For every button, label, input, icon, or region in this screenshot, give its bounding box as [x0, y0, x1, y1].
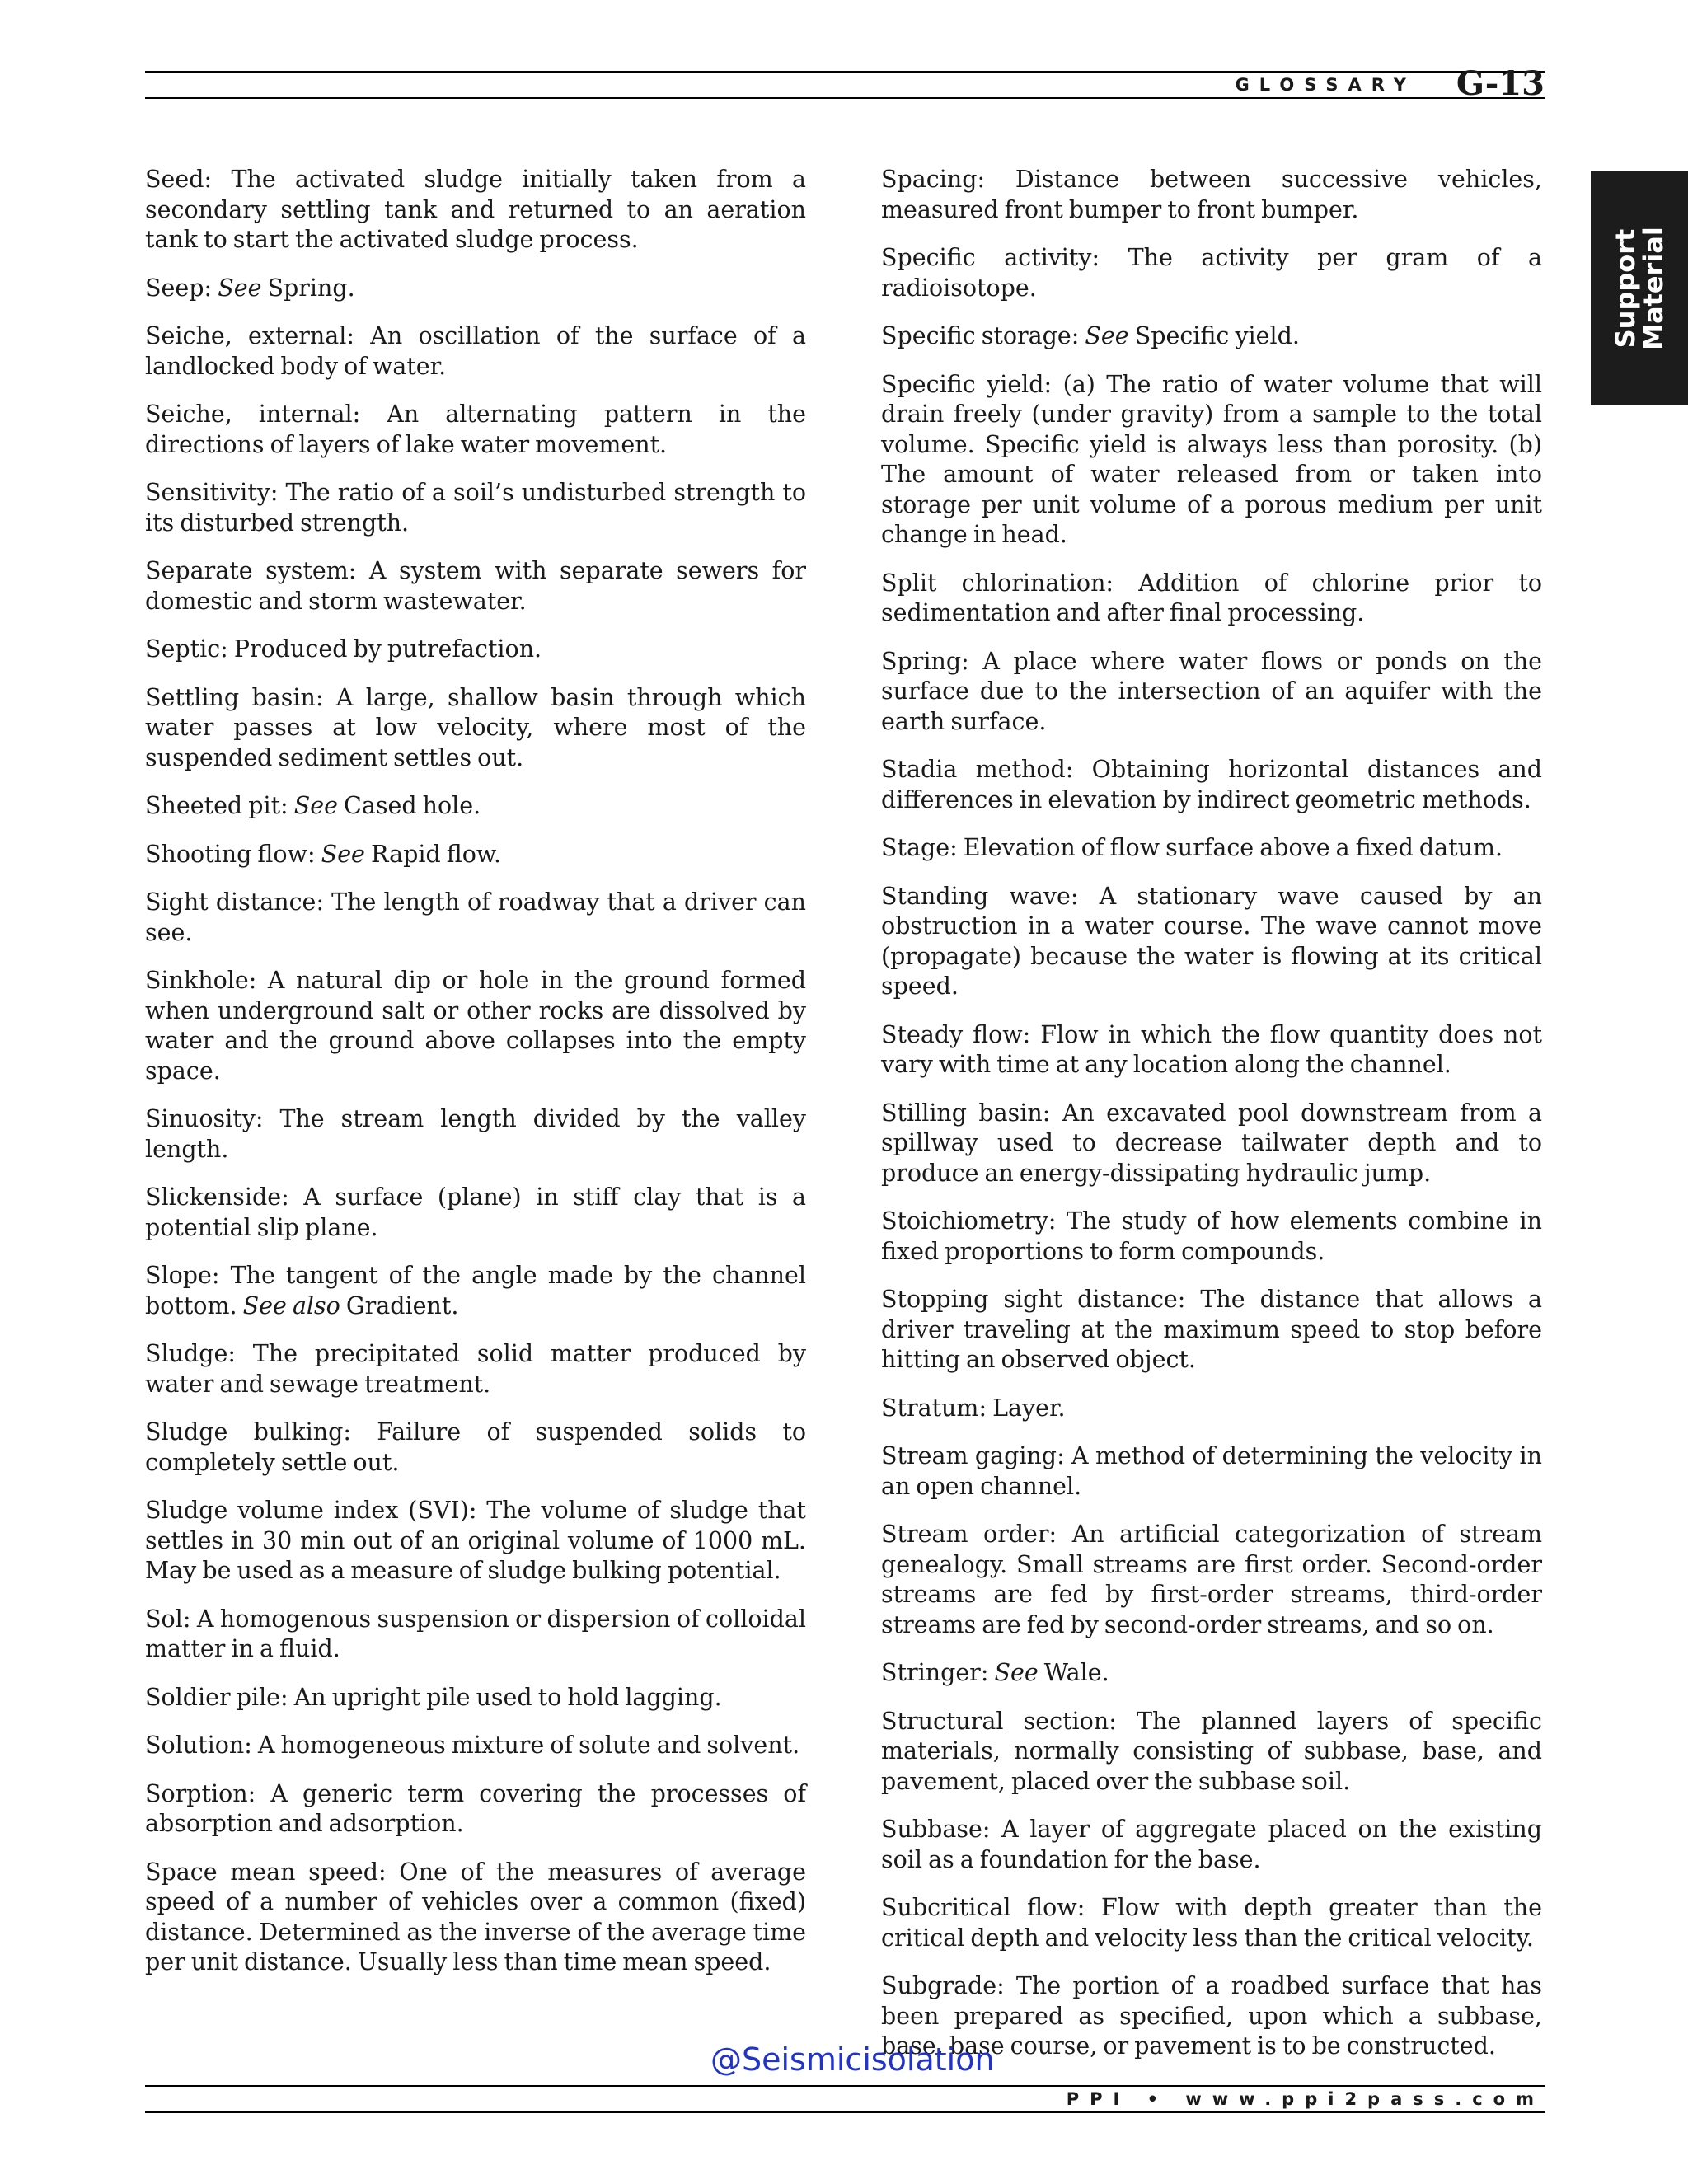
- glossary-definition: A place where water flows or ponds on the surface due to the intersection of an aquifer with the earth surface.: [881, 647, 1542, 735]
- glossary-entry: Soldier pile: An upright pile used to hold lagging.: [145, 1683, 722, 1711]
- see-target: Gradient.: [340, 1291, 459, 1319]
- glossary-entry: Sol: A homogenous suspension or dispersion of colloidal matter in a fluid.: [145, 1605, 806, 1662]
- footer-rule-bottom: [145, 2111, 1545, 2113]
- glossary-definition: An excavated pool downstream from a spillway used to decrease tailwater depth and to produce an energy-dissipating hydraulic jump.: [881, 1099, 1542, 1187]
- glossary-term: Spacing: [881, 166, 978, 193]
- glossary-entry: Specific activity: The activity per gram of a radioisotope.: [881, 244, 1542, 302]
- glossary-entry: Slickenside: A surface (plane) in stiff clay that is a potential slip plane.: [145, 1183, 806, 1241]
- glossary-definition: One of the measures of average speed of a number of vehicles over a common (fixed) distance. Determined as the inverse of the average time per unit distance. Usually less than time mean speed.: [145, 1858, 806, 1975]
- glossary-definition: A method of determining the velocity in an open channel.: [881, 1442, 1542, 1500]
- glossary-entry: Stratum: Layer.: [881, 1394, 1066, 1422]
- glossary-entry: Subbase: A layer of aggregate placed on the existing soil as a foundation for the base.: [881, 1816, 1542, 1873]
- glossary-entry: Sludge volume index (SVI): The volume of sludge that settles in 30 min out of an original volume of 1000 mL. May be used as a measure of sludge bulking potential.: [145, 1497, 806, 1584]
- glossary-definition: The ratio of a soil’s undisturbed strength to its disturbed strength.: [145, 479, 806, 537]
- glossary-entry: Septic: Produced by putrefaction.: [145, 635, 542, 663]
- glossary-term: Solution: [145, 1732, 245, 1759]
- glossary-entry: Seed: The activated sludge initially taken from a secondary settling tank and returned to an aeration tank to start the activated sludge process.: [145, 166, 806, 253]
- see-reference: See also: [242, 1291, 340, 1319]
- glossary-definition: The study of how elements combine in fixed proportions to form compounds.: [881, 1207, 1542, 1265]
- glossary-term: Shooting flow: [145, 840, 307, 868]
- see-target: Specific yield.: [1128, 322, 1300, 349]
- glossary-entry: Sinkhole: A natural dip or hole in the ground formed when underground salt or other rocks are dissolved by water and the ground above collapses into the empty space.: [145, 967, 806, 1085]
- glossary-definition: The volume of sludge that settles in 30 min out of an original volume of 1000 mL. May be used as a measure of sludge bulking potential.: [145, 1497, 806, 1584]
- side-tab-line2: Material: [1638, 227, 1669, 350]
- glossary-term: Split chlorination: [881, 569, 1106, 597]
- glossary-definition: Flow with depth greater than the critical depth and velocity less than the critical velocity.: [881, 1894, 1542, 1952]
- glossary-definition: A natural dip or hole in the ground formed when underground salt or other rocks are dissolved by water and the ground above collapses into the empty space.: [145, 967, 806, 1085]
- glossary-entry: Sludge: The precipitated solid matter produced by water and sewage treatment.: [145, 1340, 806, 1398]
- glossary-entry: Stringer: See Wale.: [881, 1659, 1109, 1686]
- glossary-definition: Elevation of flow surface above a fixed datum.: [963, 834, 1503, 861]
- glossary-entry: Spacing: Distance between successive vehicles, measured front bumper to front bumper.: [881, 166, 1542, 223]
- glossary-definition: An alternating pattern in the directions of layers of lake water movement.: [145, 401, 806, 458]
- glossary-term: Subcritical flow: [881, 1894, 1077, 1921]
- glossary-entry: Space mean speed: One of the measures of average speed of a number of vehicles over a common (fixed) distance. Determined as the inverse of the average time per unit distance. Usually less than time mean speed.: [145, 1858, 806, 1975]
- glossary-definition: (a) The ratio of water volume that will drain freely (under gravity) from a sample to the total volume. Specific yield is always less than porosity. (b) The amount of water released from or taken into storage per unit volume of a porous medium per unit change in head.: [881, 370, 1542, 548]
- glossary-definition: Obtaining horizontal distances and differences in elevation by indirect geometric methods.: [881, 756, 1542, 813]
- glossary-entry: Subcritical flow: Flow with depth greater than the critical depth and velocity less than the critical velocity.: [881, 1894, 1542, 1952]
- running-header-section: GLOSSARY: [1235, 75, 1416, 95]
- glossary-definition: A homogeneous mixture of solute and solvent.: [257, 1732, 800, 1759]
- glossary-definition: Failure of suspended solids to completely settle out.: [145, 1418, 806, 1476]
- glossary-entry: Stopping sight distance: The distance that allows a driver traveling at the maximum speed to stop before hitting an observed object.: [881, 1286, 1542, 1373]
- glossary-entry: Structural section: The planned layers of specific materials, normally consisting of subbase, base, and pavement, placed over the subbase soil.: [881, 1707, 1542, 1795]
- see-reference: See: [321, 840, 365, 868]
- glossary-term: Specific activity: [881, 244, 1092, 271]
- glossary-definition: Flow in which the flow quantity does not vary with time at any location along the channel.: [881, 1020, 1542, 1078]
- glossary-definition: The activity per gram of a radioisotope.: [881, 244, 1542, 302]
- see-target: Wale.: [1038, 1659, 1109, 1686]
- glossary-term: Stage: [881, 834, 950, 861]
- glossary-term: Seiche, internal: [145, 401, 353, 428]
- glossary-definition: The tangent of the angle made by the channel bottom.: [145, 1262, 806, 1319]
- watermark-text: @Seismicisolation: [710, 2041, 995, 2078]
- glossary-entry: Stream order: An artificial categorization of stream genealogy. Small streams are first order. Second-order streams are fed by first-order streams, third-order streams are fed by second-order streams, and so on.: [881, 1521, 1542, 1638]
- glossary-definition: The planned layers of specific materials, normally consisting of subbase, base, and pavement, placed over the subbase soil.: [881, 1707, 1542, 1795]
- glossary-term: Sinkhole: [145, 967, 249, 994]
- side-tab-line1: Support: [1610, 228, 1641, 349]
- glossary-entry: Specific yield: (a) The ratio of water volume that will drain freely (under gravity) from a sample to the total volume. Specific yield is always less than porosity. (b) The amount of water released from or taken into storage per unit volume of a porous medium per unit change in head.: [881, 370, 1542, 548]
- glossary-entry: Specific storage: See Specific yield.: [881, 322, 1300, 349]
- glossary-column-right: [881, 165, 1542, 2080]
- glossary-entry: Sinuosity: The stream length divided by the valley length.: [145, 1105, 806, 1163]
- glossary-entry: Stream gaging: A method of determining the velocity in an open channel.: [881, 1442, 1542, 1500]
- glossary-term: Slickenside: [145, 1183, 282, 1211]
- glossary-term: Stopping sight distance: [881, 1286, 1178, 1313]
- see-target: Rapid flow.: [364, 840, 502, 868]
- glossary-term: Spring: [881, 647, 962, 675]
- page-number: G-13: [1456, 64, 1545, 103]
- glossary-definition: A layer of aggregate placed on the existing soil as a foundation for the base.: [881, 1816, 1542, 1873]
- see-reference: See: [218, 274, 262, 302]
- glossary-entry: Seiche, internal: An alternating pattern in the directions of layers of lake water movement.: [145, 401, 806, 458]
- glossary-term: Sheeted pit: [145, 792, 281, 819]
- glossary-term: Subgrade: [881, 1972, 997, 1999]
- glossary-definition: An artificial categorization of stream genealogy. Small streams are first order. Second-order streams are fed by first-order streams, third-order streams are fed by second-order streams, and so on.: [881, 1521, 1542, 1638]
- glossary-definition: Layer.: [992, 1394, 1066, 1422]
- glossary-entry: Standing wave: A stationary wave caused by an obstruction in a water course. The wave cannot move (propagate) because the water is flowing at its critical speed.: [881, 882, 1542, 1000]
- glossary-term: Structural section: [881, 1707, 1109, 1735]
- glossary-definition: The precipitated solid matter produced by water and sewage treatment.: [145, 1340, 806, 1398]
- glossary-entry: Spring: A place where water flows or ponds on the surface due to the intersection of an aquifer with the earth surface.: [881, 647, 1542, 735]
- glossary-term: Stoichiometry: [881, 1207, 1048, 1235]
- glossary-term: Seep: [145, 274, 204, 302]
- glossary-term: Specific yield: [881, 370, 1044, 398]
- glossary-term: Stream gaging: [881, 1442, 1057, 1469]
- glossary-entry: Steady flow: Flow in which the flow quantity does not vary with time at any location along the channel.: [881, 1020, 1542, 1078]
- glossary-entry: Split chlorination: Addition of chlorine prior to sedimentation and after final processing.: [881, 569, 1542, 626]
- glossary-entry: Separate system: A system with separate sewers for domestic and storm wastewater.: [145, 557, 806, 615]
- glossary-entry: Shooting flow: See Rapid flow.: [145, 840, 502, 868]
- glossary-term: Stratum: [881, 1394, 979, 1422]
- see-target: Spring.: [261, 274, 355, 302]
- glossary-definition: A generic term covering the processes of absorption and adsorption.: [145, 1779, 806, 1837]
- glossary-term: Sinuosity: [145, 1105, 256, 1132]
- glossary-entry: Stilling basin: An excavated pool downstream from a spillway used to decrease tailwater depth and to produce an energy-dissipating hydraulic jump.: [881, 1099, 1542, 1187]
- glossary-definition: Addition of chlorine prior to sedimentation and after final processing.: [881, 569, 1542, 626]
- glossary-definition: An oscillation of the surface of a landlocked body of water.: [145, 322, 806, 380]
- glossary-definition: A system with separate sewers for domestic and storm wastewater.: [145, 557, 806, 615]
- footer-publisher: PPI • www.ppi2pass.com: [1066, 2089, 1545, 2109]
- glossary-term: Slope: [145, 1262, 212, 1289]
- glossary-term: Space mean speed: [145, 1858, 379, 1886]
- glossary-definition: The distance that allows a driver traveling at the maximum speed to stop before hitting an observed object.: [881, 1286, 1542, 1373]
- glossary-term: Stadia method: [881, 756, 1066, 783]
- glossary-term: Sludge: [145, 1340, 228, 1367]
- glossary-entry: Sensitivity: The ratio of a soil’s undisturbed strength to its disturbed strength.: [145, 479, 806, 537]
- glossary-term: Standing wave: [881, 882, 1071, 910]
- glossary-entry: Sight distance: The length of roadway that a driver can see.: [145, 888, 806, 946]
- glossary-term: Stringer: [881, 1659, 981, 1686]
- glossary-term: Stream order: [881, 1521, 1049, 1548]
- glossary-definition: An upright pile used to hold lagging.: [293, 1683, 722, 1711]
- glossary-entry: Settling basin: A large, shallow basin through which water passes at low velocity, where most of the suspended sediment settles out.: [145, 683, 806, 771]
- glossary-entry: Sorption: A generic term covering the processes of absorption and adsorption.: [145, 1779, 806, 1837]
- glossary-entry: Slope: The tangent of the angle made by the channel bottom. See also Gradient.: [145, 1262, 806, 1319]
- glossary-term: Septic: [145, 635, 221, 663]
- glossary-entry: Stadia method: Obtaining horizontal distances and differences in elevation by indirect geometric methods.: [881, 756, 1542, 813]
- glossary-entry: Sludge bulking: Failure of suspended solids to completely settle out.: [145, 1418, 806, 1476]
- see-target: Cased hole.: [337, 792, 481, 819]
- glossary-definition: The stream length divided by the valley length.: [145, 1105, 806, 1163]
- glossary-term: Sensitivity: [145, 479, 270, 506]
- glossary-term: Stilling basin: [881, 1099, 1043, 1127]
- glossary-definition: A stationary wave caused by an obstruction in a water course. The wave cannot move (propagate) because the water is flowing at its critical speed.: [881, 882, 1542, 1000]
- glossary-term: Settling basin: [145, 683, 316, 711]
- glossary-term: Separate system: [145, 557, 349, 584]
- glossary-entry: Stoichiometry: The study of how elements combine in fixed proportions to form compounds.: [881, 1207, 1542, 1265]
- glossary-term: Seed: [145, 166, 204, 193]
- glossary-definition: A surface (plane) in stiff clay that is a potential slip plane.: [145, 1183, 806, 1241]
- header-rule-bottom: [145, 97, 1545, 99]
- glossary-term: Sludge volume index (SVI): [145, 1497, 469, 1524]
- glossary-column-left: [145, 165, 806, 1996]
- glossary-term: Seiche, external: [145, 322, 347, 349]
- glossary-definition: Produced by putrefaction.: [233, 635, 542, 663]
- section-side-tab: [1591, 171, 1688, 405]
- glossary-definition: The activated sludge initially taken from a secondary settling tank and returned to an aeration tank to start the activated sludge process.: [145, 166, 806, 253]
- glossary-term: Sorption: [145, 1779, 248, 1807]
- glossary-entry: Stage: Elevation of flow surface above a fixed datum.: [881, 834, 1503, 861]
- glossary-entry: Solution: A homogeneous mixture of solute and solvent.: [145, 1732, 800, 1759]
- glossary-entry: Seiche, external: An oscillation of the surface of a landlocked body of water.: [145, 322, 806, 380]
- side-tab-label: [1611, 227, 1667, 350]
- glossary-entry: Subgrade: The portion of a roadbed surface that has been prepared as specified, upon which a subbase, base, base course, or pavement is to be constructed.: [881, 1972, 1542, 2060]
- glossary-definition: The length of roadway that a driver can see.: [145, 888, 806, 946]
- see-reference: See: [1085, 322, 1129, 349]
- glossary-definition: A homogenous suspension or dispersion of colloidal matter in a fluid.: [145, 1605, 806, 1662]
- glossary-entry: Sheeted pit: See Cased hole.: [145, 792, 481, 819]
- glossary-definition: The portion of a roadbed surface that has been prepared as specified, upon which a subbase, base, base course, or pavement is to be constructed.: [881, 1972, 1542, 2060]
- glossary-term: Subbase: [881, 1816, 982, 1843]
- glossary-term: Soldier pile: [145, 1683, 281, 1711]
- glossary-term: Sludge bulking: [145, 1418, 344, 1446]
- glossary-term: Steady flow: [881, 1020, 1023, 1048]
- glossary-term: Sight distance: [145, 888, 316, 916]
- glossary-term: Specific storage: [881, 322, 1071, 349]
- glossary-definition: A large, shallow basin through which water passes at low velocity, where most of the suspended sediment settles out.: [145, 683, 806, 771]
- glossary-definition: Distance between successive vehicles, measured front bumper to front bumper.: [881, 166, 1542, 223]
- glossary-term: Sol: [145, 1605, 183, 1633]
- see-reference: See: [994, 1659, 1039, 1686]
- glossary-entry: Seep: See Spring.: [145, 274, 355, 302]
- see-reference: See: [293, 792, 338, 819]
